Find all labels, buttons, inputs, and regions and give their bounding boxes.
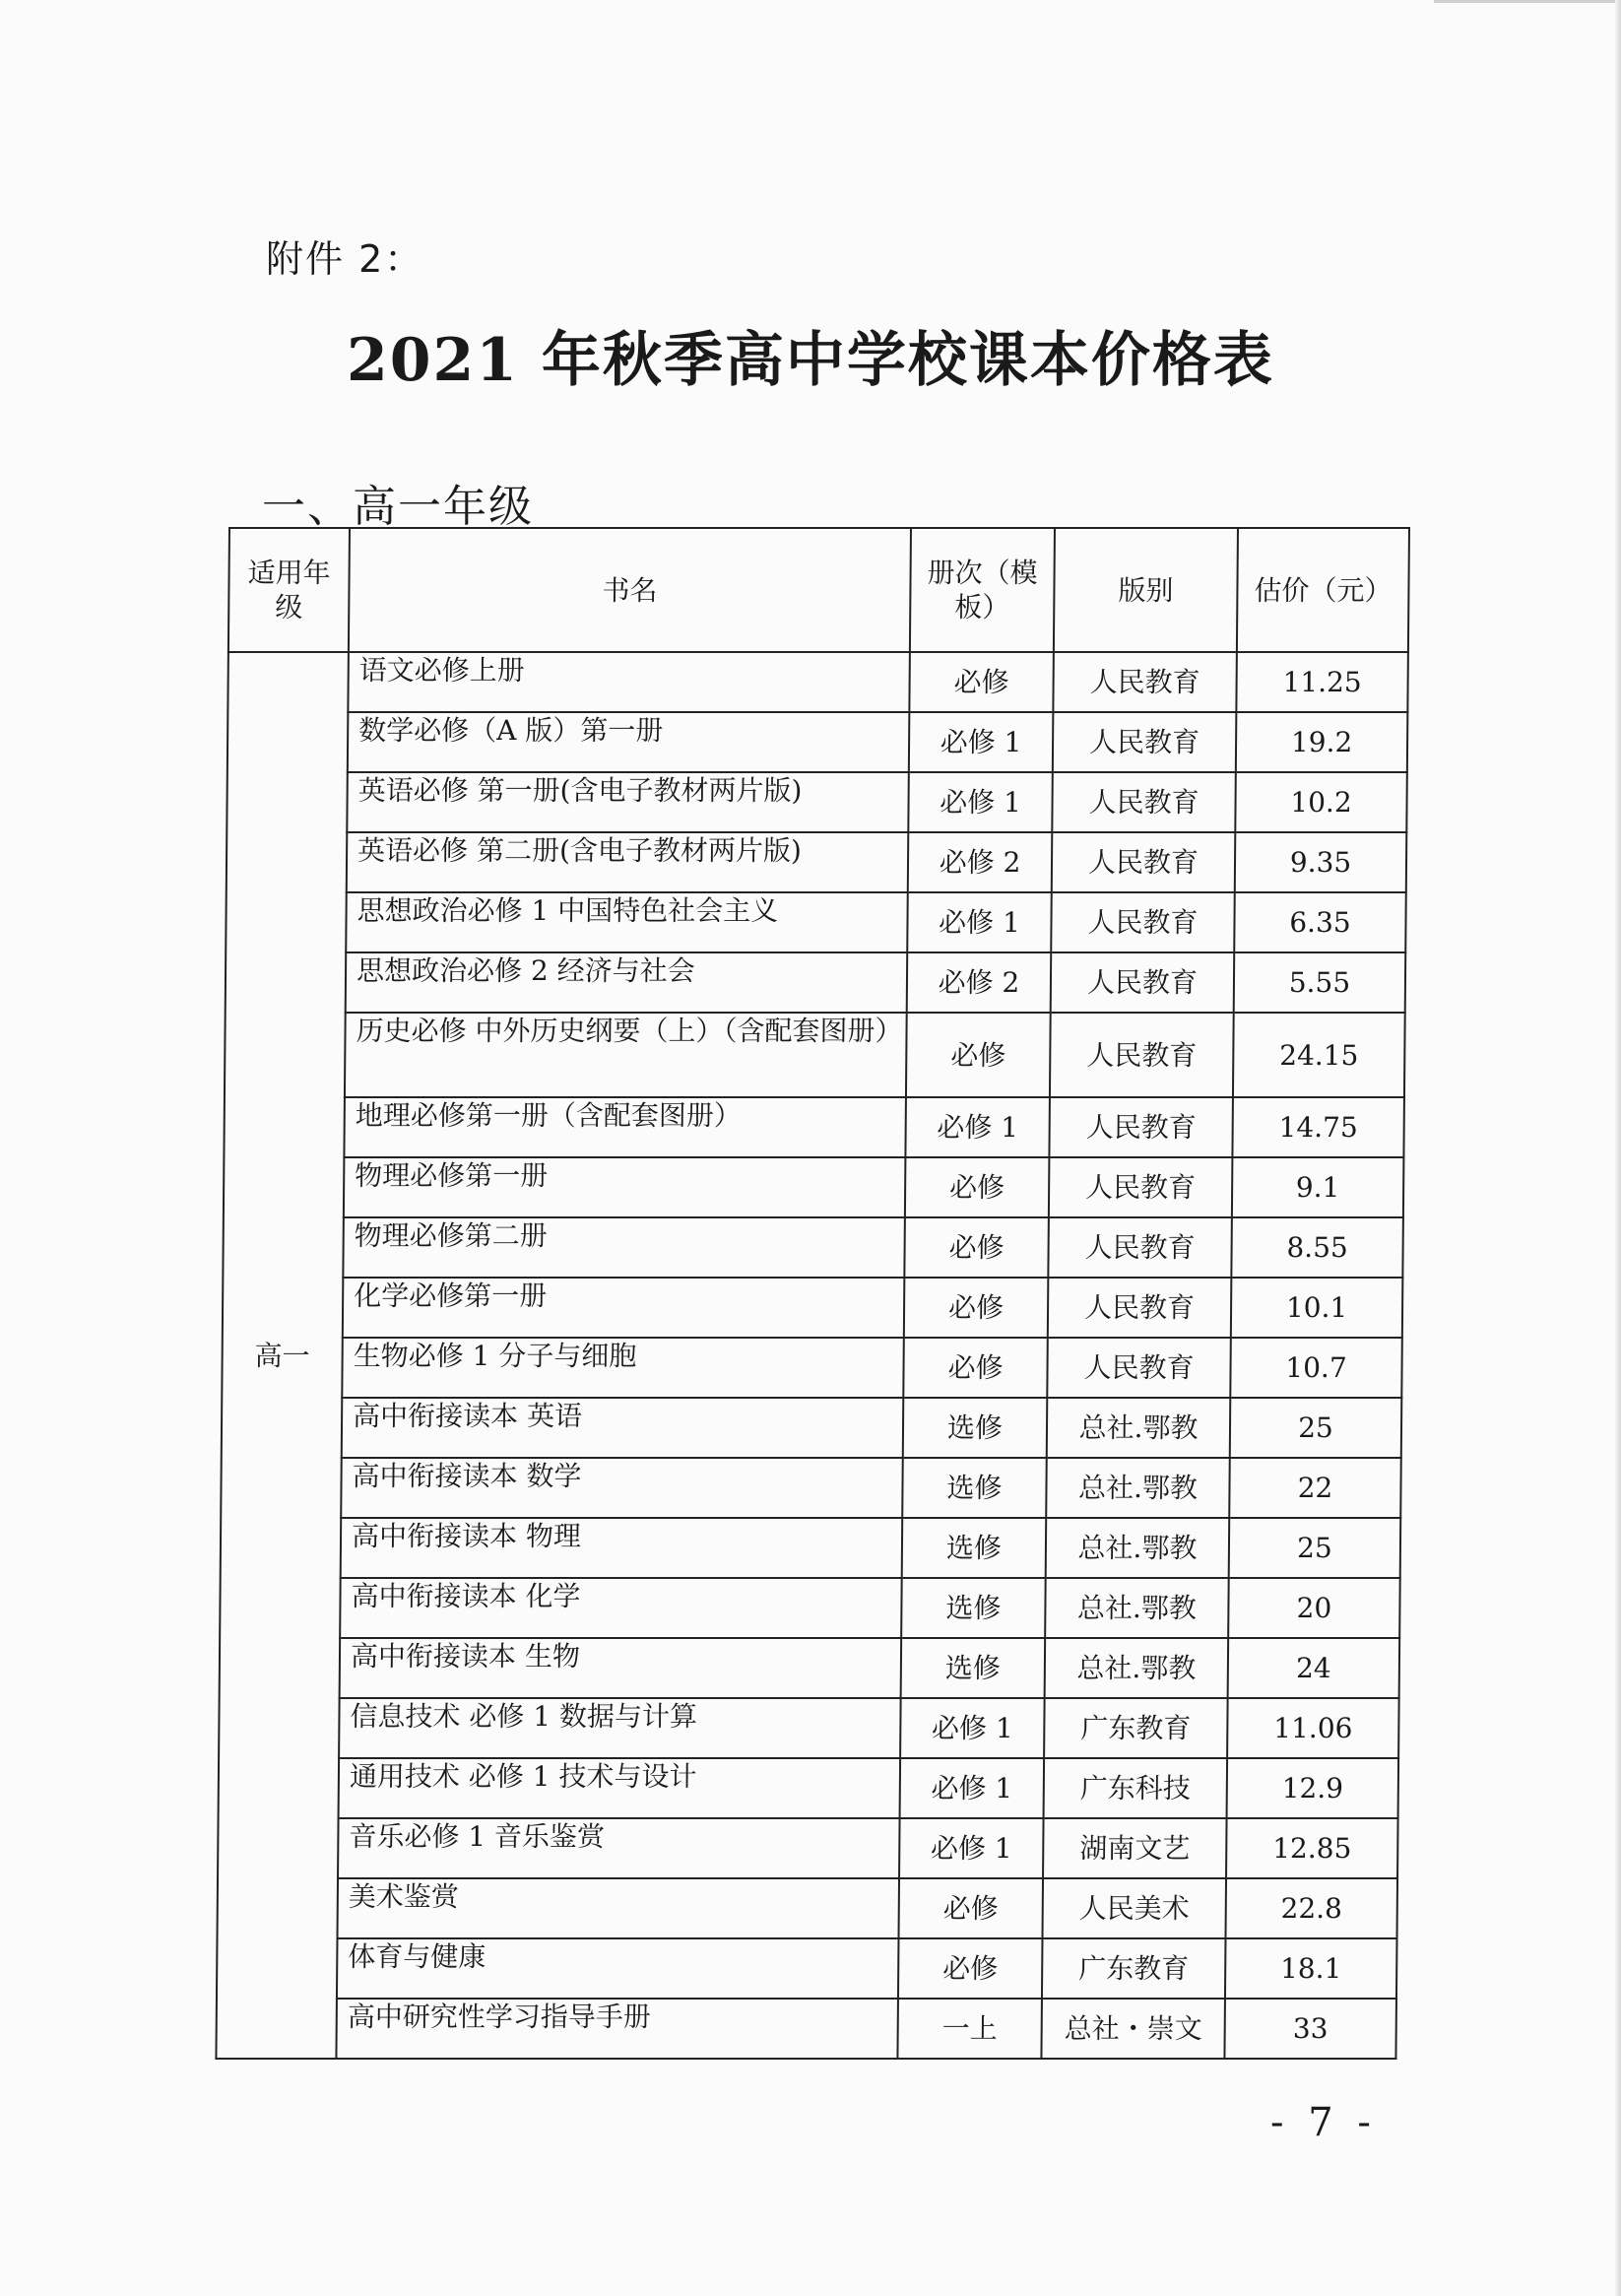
edition-cell: 总社・崇文 <box>1041 1999 1225 2059</box>
book-name-cell: 数学必修（A 版）第一册 <box>348 712 910 772</box>
volume-cell: 必修 <box>903 1338 1048 1398</box>
edition-cell: 总社.鄂教 <box>1046 1458 1230 1518</box>
table-row <box>223 1217 1403 1278</box>
volume-cell: 必修 <box>904 1217 1049 1278</box>
book-name-cell: 思想政治必修 2 经济与社会 <box>346 952 908 1013</box>
table-row <box>227 772 1407 832</box>
price-cell: 20 <box>1228 1578 1400 1638</box>
edition-cell: 广东教育 <box>1042 1938 1226 1999</box>
price-cell: 11.25 <box>1236 652 1408 712</box>
volume-cell: 必修 1 <box>908 772 1053 832</box>
page-number: - 7 - <box>1270 2100 1377 2145</box>
book-name-cell: 化学必修第一册 <box>343 1278 905 1338</box>
edition-cell: 人民教育 <box>1053 712 1237 772</box>
volume-cell: 选修 <box>903 1398 1048 1458</box>
book-name-cell: 音乐必修 1 音乐鉴赏 <box>338 1818 900 1878</box>
price-cell: 22.8 <box>1225 1878 1397 1938</box>
table-row <box>222 1338 1402 1398</box>
table-row <box>221 1458 1401 1518</box>
book-name-cell: 高中衔接读本 生物 <box>340 1638 902 1698</box>
column-header-grade: 适用年级 <box>228 528 350 652</box>
table-row <box>216 1999 1396 2059</box>
book-name-cell: 体育与健康 <box>337 1938 899 1999</box>
price-cell: 8.55 <box>1231 1217 1403 1278</box>
book-name-cell: 美术鉴赏 <box>337 1878 899 1938</box>
section-title: 一、高一年级 <box>262 482 534 532</box>
table-row <box>227 712 1408 772</box>
table-header-row <box>228 528 1409 652</box>
edition-cell: 湖南文艺 <box>1043 1818 1227 1878</box>
edition-cell: 人民教育 <box>1047 1338 1231 1398</box>
table-row <box>227 832 1407 892</box>
price-cell: 18.1 <box>1225 1938 1397 1999</box>
edition-cell: 人民教育 <box>1051 892 1235 952</box>
volume-cell: 一上 <box>897 1999 1042 2059</box>
price-cell: 9.1 <box>1232 1157 1404 1217</box>
edition-cell: 人民教育 <box>1048 1278 1232 1338</box>
edition-cell: 人民教育 <box>1049 1097 1233 1157</box>
table-row <box>223 1278 1403 1338</box>
table-row <box>224 1157 1404 1217</box>
column-header-edition: 版别 <box>1054 528 1238 652</box>
page-top-edge <box>1434 0 1621 3</box>
book-name-cell: 物理必修第二册 <box>343 1217 905 1278</box>
edition-cell: 人民教育 <box>1052 772 1236 832</box>
book-name-cell: 高中衔接读本 数学 <box>341 1458 903 1518</box>
table-row <box>221 1518 1401 1578</box>
edition-cell: 总社.鄂教 <box>1045 1578 1229 1638</box>
edition-cell: 人民教育 <box>1049 1157 1233 1217</box>
column-header-price: 估价（元） <box>1237 528 1409 652</box>
price-cell: 22 <box>1229 1458 1401 1518</box>
book-name-cell: 高中研究性学习指导手册 <box>336 1999 898 2059</box>
edition-cell: 广东教育 <box>1044 1698 1228 1758</box>
volume-cell: 选修 <box>902 1518 1047 1578</box>
table-row <box>226 892 1406 952</box>
price-cell: 25 <box>1230 1398 1402 1458</box>
volume-cell: 必修 2 <box>907 952 1052 1013</box>
table-row <box>227 652 1408 712</box>
edition-cell: 人民教育 <box>1053 652 1237 712</box>
book-name-cell: 历史必修 中外历史纲要（上）（含配套图册） <box>345 1013 907 1097</box>
edition-cell: 人民教育 <box>1050 1013 1234 1097</box>
book-name-cell: 生物必修 1 分子与细胞 <box>342 1338 904 1398</box>
edition-cell: 人民教育 <box>1051 952 1235 1013</box>
volume-cell: 必修 <box>905 1157 1050 1217</box>
price-cell: 5.55 <box>1234 952 1406 1013</box>
table-row <box>218 1818 1398 1878</box>
volume-cell: 必修 <box>909 652 1054 712</box>
volume-cell: 必修 1 <box>905 1097 1050 1157</box>
volume-cell: 必修 1 <box>900 1698 1045 1758</box>
table-row <box>219 1698 1399 1758</box>
table-row <box>219 1758 1399 1818</box>
table-row <box>217 1878 1397 1938</box>
price-cell: 19.2 <box>1236 712 1408 772</box>
volume-cell: 必修 1 <box>900 1758 1045 1818</box>
table-row <box>217 1938 1397 1999</box>
volume-cell: 选修 <box>901 1578 1046 1638</box>
volume-cell: 必修 1 <box>909 712 1054 772</box>
price-cell: 12.9 <box>1227 1758 1399 1818</box>
price-cell: 25 <box>1229 1518 1401 1578</box>
volume-cell: 必修 <box>906 1013 1051 1097</box>
edition-cell: 总社.鄂教 <box>1046 1518 1230 1578</box>
table-row <box>226 952 1406 1013</box>
price-cell: 6.35 <box>1234 892 1406 952</box>
attachment-label: 附件 2： <box>266 237 424 281</box>
volume-cell: 必修 <box>898 1938 1043 1999</box>
volume-cell: 选修 <box>901 1638 1046 1698</box>
book-name-cell: 信息技术 必修 1 数据与计算 <box>339 1698 901 1758</box>
edition-cell: 广东科技 <box>1044 1758 1228 1818</box>
table-row <box>224 1097 1404 1157</box>
grade-cell: 高一 <box>216 652 348 2059</box>
price-cell: 10.7 <box>1230 1338 1402 1398</box>
table-row <box>220 1638 1400 1698</box>
volume-cell: 必修 <box>904 1278 1049 1338</box>
column-header-volume: 册次（模板） <box>910 528 1055 652</box>
price-cell: 10.1 <box>1231 1278 1403 1338</box>
price-cell: 10.2 <box>1235 772 1407 832</box>
book-name-cell: 物理必修第一册 <box>344 1157 906 1217</box>
edition-cell: 总社.鄂教 <box>1047 1398 1231 1458</box>
book-name-cell: 高中衔接读本 英语 <box>342 1398 904 1458</box>
price-cell: 33 <box>1224 1999 1396 2059</box>
price-cell: 11.06 <box>1227 1698 1399 1758</box>
price-cell: 9.35 <box>1235 832 1407 892</box>
column-header-book-name: 书名 <box>349 528 911 652</box>
volume-cell: 选修 <box>902 1458 1047 1518</box>
volume-cell: 必修 2 <box>908 832 1053 892</box>
page-title: 2021 年秋季高中学校课本价格表 <box>347 326 1274 395</box>
price-cell: 24 <box>1228 1638 1400 1698</box>
price-cell: 12.85 <box>1226 1818 1398 1878</box>
price-cell: 14.75 <box>1232 1097 1404 1157</box>
edition-cell: 人民教育 <box>1052 832 1236 892</box>
table-row <box>220 1578 1400 1638</box>
table-body <box>216 652 1407 2059</box>
book-name-cell: 高中衔接读本 物理 <box>341 1518 903 1578</box>
textbook-price-table <box>215 527 1410 2060</box>
edition-cell: 总社.鄂教 <box>1045 1638 1229 1698</box>
table-row <box>225 1013 1405 1097</box>
book-name-cell: 地理必修第一册（含配套图册） <box>344 1097 906 1157</box>
book-name-cell: 英语必修 第一册(含电子教材两片版) <box>347 772 909 832</box>
book-name-cell: 语文必修上册 <box>348 652 910 712</box>
book-name-cell: 通用技术 必修 1 技术与设计 <box>339 1758 901 1818</box>
edition-cell: 人民美术 <box>1042 1878 1226 1938</box>
edition-cell: 人民教育 <box>1048 1217 1232 1278</box>
volume-cell: 必修 1 <box>899 1818 1044 1878</box>
volume-cell: 必修 1 <box>907 892 1052 952</box>
volume-cell: 必修 <box>898 1878 1043 1938</box>
book-name-cell: 思想政治必修 1 中国特色社会主义 <box>346 892 908 952</box>
book-name-cell: 高中衔接读本 化学 <box>340 1578 902 1638</box>
table-row <box>222 1398 1402 1458</box>
book-name-cell: 英语必修 第二册(含电子教材两片版) <box>347 832 909 892</box>
price-cell: 24.15 <box>1233 1013 1405 1097</box>
